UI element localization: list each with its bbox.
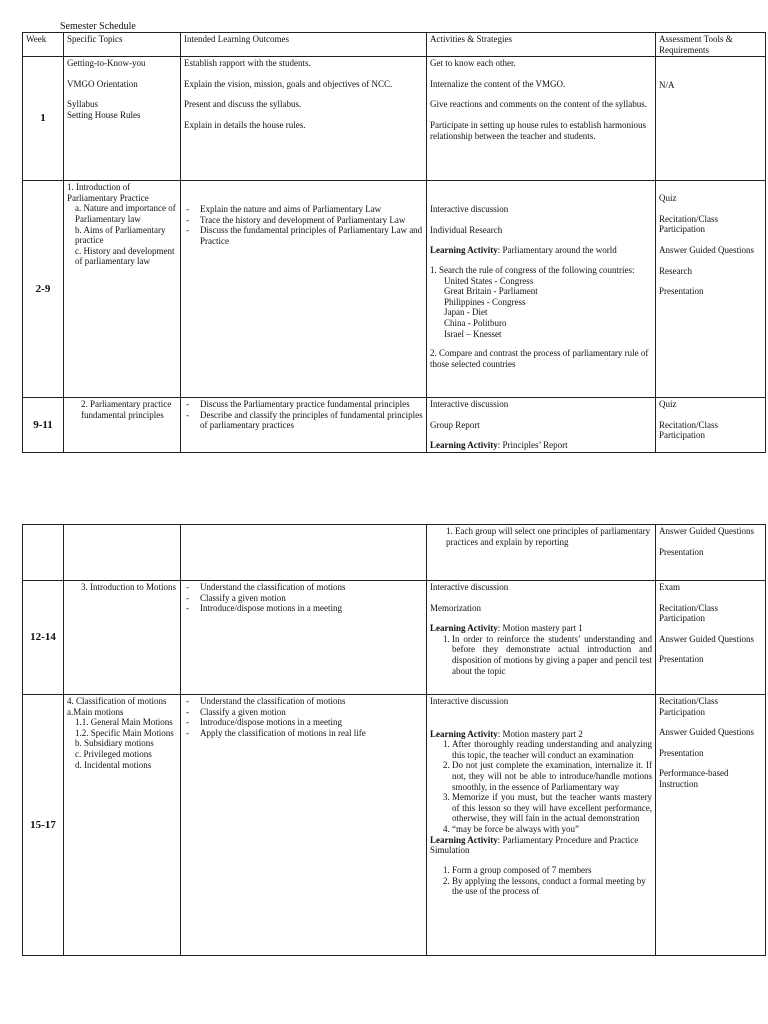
week-cell: 12-14 — [23, 581, 64, 695]
learning-activity-text: : Parliamentary around the world — [497, 245, 617, 256]
assessment-text: Presentation — [659, 747, 704, 758]
topics-cell — [64, 525, 181, 581]
country-item: Philippines - Congress — [444, 296, 526, 307]
table-row — [23, 398, 766, 453]
topic-text: Setting House Rules — [67, 110, 141, 121]
assessment-cell — [656, 398, 766, 453]
activity-step: 2. Do not just complete the examination, internalize it. If not, they will not be able to introduce/handle motions smoothly, in the essence of Parliamentary way — [452, 760, 652, 792]
activities-cell — [427, 525, 656, 581]
activity-text: Individual Research — [430, 224, 503, 235]
activity-text: Internalize the content of the VMGO. — [430, 78, 566, 89]
activities-cell — [427, 57, 656, 181]
topic-text: b. Subsidiary motions — [75, 738, 154, 749]
country-item: United States - Congress — [444, 275, 534, 286]
week-cell: 2-9 — [23, 181, 64, 398]
assessment-cell — [656, 525, 766, 581]
table-row — [23, 57, 766, 181]
assessment-text: Answer Guided Questions — [659, 727, 754, 738]
activity-text: Give reactions and comments on the content of the syllabus. — [430, 99, 647, 110]
activity-text: Get to know each other. — [430, 58, 516, 69]
table-row — [23, 525, 766, 581]
activity-step: 1. After thoroughly reading understanding and analyzing this topic, the teacher will conduct an examination — [452, 739, 652, 760]
topic-text: 2. Parliamentary practice fundamental principles — [81, 399, 172, 420]
topic-text: Syllabus — [67, 99, 99, 110]
assessment-text: Answer Guided Questions — [659, 633, 754, 644]
assessment-text: Research — [659, 265, 692, 276]
topic-text: 4. Classification of motions — [67, 696, 167, 706]
topics-cell — [64, 695, 181, 956]
assessment-text: Presentation — [659, 654, 704, 665]
country-item: China - Politburo — [444, 318, 507, 329]
topic-text: VMGO Orientation — [67, 78, 138, 89]
assessment-text: Exam — [659, 582, 680, 592]
activity-step: 1. Form a group composed of 7 members — [452, 865, 652, 876]
outcomes-cell — [181, 695, 427, 956]
table-row — [23, 181, 766, 398]
topic-text: 1.1. General Main Motions — [75, 717, 173, 728]
outcome-list — [184, 696, 423, 738]
activity-text: Participate in setting up house rules to establish harmonious relationship between the teacher and students. — [430, 120, 646, 141]
outcome-text: - Describe and classify the principles of fundamental principles of parliamentary practices — [184, 410, 423, 431]
outcome-text: - Classify a given motion — [184, 707, 423, 718]
topic-text: 1. Introduction of Parliamentary Practice — [67, 182, 149, 203]
outcomes-cell — [181, 398, 427, 453]
topic-text: a.Main motions — [67, 706, 124, 717]
assessment-text: Quiz — [659, 399, 677, 410]
learning-activity-label: Learning Activity — [430, 623, 498, 634]
topic-text: 1.2. Specific Main Motions — [75, 727, 174, 738]
learning-activity-label: Learning Activity — [430, 834, 498, 845]
assessment-text: Presentation — [659, 286, 704, 297]
outcome-text: - Trace the history and development of Parliamentary Law — [184, 215, 423, 226]
activity-step: 1. Each group will select one principles of parliamentary practices and explain by reporting — [446, 526, 651, 547]
outcome-text: - Introduce/dispose motions in a meeting — [184, 603, 423, 614]
activity-text: Interactive discussion — [430, 399, 509, 410]
topic-text: d. Incidental motions — [75, 759, 152, 770]
activities-cell — [427, 695, 656, 956]
outcomes-cell — [181, 581, 427, 695]
outcome-text: Explain the vision, mission, goals and objectives of NCC. — [184, 78, 393, 89]
outcome-text: - Understand the classification of motions — [184, 696, 423, 707]
activity-steps — [430, 634, 652, 676]
activity-steps — [430, 865, 652, 897]
outcome-text: - Introduce/dispose motions in a meeting — [184, 717, 423, 728]
topic-text: c. History and development of parliamentary law — [75, 245, 175, 267]
outcome-text: - Explain the nature and aims of Parliamentary Law — [184, 204, 423, 215]
learning-activity-label: Learning Activity — [430, 440, 498, 451]
topic-text: c. Privileged motions — [75, 749, 152, 760]
outcome-list — [184, 582, 423, 614]
assessment-text: Answer Guided Questions — [659, 245, 754, 256]
assessment-text: Recitation/Class Participation — [659, 419, 718, 441]
activities-cell — [427, 181, 656, 398]
assessment-cell — [656, 695, 766, 956]
learning-activity-text: : Motion mastery part 1 — [497, 623, 583, 634]
learning-activity-label: Learning Activity — [430, 728, 498, 739]
header-week: Week — [23, 33, 64, 57]
header-assessment: Assessment Tools & Requirements — [656, 33, 766, 57]
outcome-text: Explain in details the house rules. — [184, 120, 306, 131]
activity-step: 4. “may be force be always with you” — [452, 824, 652, 835]
assessment-text: N/A — [659, 80, 675, 91]
activity-text: Memorization — [430, 602, 481, 613]
activity-text: Interactive discussion — [430, 582, 509, 592]
learning-activity — [430, 729, 652, 740]
header-row — [23, 33, 766, 57]
learning-activity-label: Learning Activity — [430, 245, 498, 256]
assessment-cell — [656, 581, 766, 695]
topics-cell — [64, 181, 181, 398]
assessment-text: Quiz — [659, 193, 677, 204]
topics-cell — [64, 398, 181, 453]
activity-text: Group Report — [430, 419, 480, 430]
assessment-text: Recitation/Class Participation — [659, 696, 718, 717]
learning-activity — [430, 835, 652, 856]
topic-text: b. Aims of Parliamentary practice — [75, 224, 166, 246]
week-cell — [23, 525, 64, 581]
topic-text: 3. Introduction to Motions — [81, 582, 176, 592]
activity-step: 1. In order to reinforce the students’ understanding and before they demonstrate actual introduction and disposition of motions by giving a paper and pencil test about the topic — [452, 634, 652, 676]
table-row — [23, 695, 766, 956]
learning-activity — [430, 440, 652, 451]
learning-activity-text: : Principles’ Report — [497, 440, 568, 451]
outcome-text: Establish rapport with the students. — [184, 58, 311, 69]
learning-activity-text: : Motion mastery part 2 — [497, 728, 583, 739]
topic-text: a. Nature and importance of Parliamentary law — [75, 203, 176, 225]
assessment-text: Recitation/Class Participation — [659, 213, 718, 235]
outcome-text: - Apply the classification of motions in real life — [184, 728, 423, 739]
learning-activity — [430, 245, 652, 256]
outcomes-cell — [181, 525, 427, 581]
country-item: Great Britain - Parliament — [444, 286, 538, 297]
outcome-list — [184, 204, 423, 246]
activities-cell — [427, 398, 656, 453]
assessment-text: Presentation — [659, 546, 704, 557]
activity-step: 1. Search the rule of congress of the following countries: — [430, 265, 635, 276]
assessment-text: Answer Guided Questions — [659, 526, 754, 536]
header-outcomes: Intended Learning Outcomes — [181, 33, 427, 57]
topics-cell — [64, 57, 181, 181]
outcome-text: - Understand the classification of motions — [184, 582, 423, 593]
outcomes-cell — [181, 57, 427, 181]
assessment-text: Recitation/Class Participation — [659, 602, 718, 624]
assessment-text: Performance-based Instruction — [659, 768, 729, 790]
header-topics: Specific Topics — [64, 33, 181, 57]
week-cell: 15-17 — [23, 695, 64, 956]
outcome-list — [184, 399, 423, 431]
outcomes-cell — [181, 181, 427, 398]
document-caption: Semester Schedule — [60, 21, 136, 32]
outcome-text: Present and discuss the syllabus. — [184, 99, 302, 110]
outcome-text: - Discuss the fundamental principles of Parliamentary Law and Practice — [184, 225, 423, 246]
header-activities: Activities & Strategies — [427, 33, 656, 57]
activity-text: Interactive discussion — [430, 204, 509, 215]
table-row — [23, 581, 766, 695]
activity-step: 2. Compare and contrast the process of parliamentary rule of those selected countries — [430, 348, 649, 369]
topic-text: Getting-to-Know-you — [67, 58, 146, 69]
activity-step: 2. By applying the lessons, conduct a formal meeting by the use of the process of — [452, 876, 652, 897]
week-cell: 1 — [23, 57, 64, 181]
assessment-cell — [656, 57, 766, 181]
week-cell: 9-11 — [23, 398, 64, 453]
activity-steps — [430, 739, 652, 834]
activities-cell — [427, 581, 656, 695]
outcome-text: - Discuss the Parliamentary practice fundamental principles — [184, 399, 423, 410]
topics-cell — [64, 581, 181, 695]
outcome-text: - Classify a given motion — [184, 593, 423, 604]
country-item: Israel – Knesset — [444, 328, 502, 339]
country-item: Japan - Diet — [444, 307, 488, 318]
activity-text: Interactive discussion — [430, 696, 509, 706]
learning-activity — [430, 623, 652, 634]
schedule-table-top — [22, 32, 766, 453]
activity-step: 3. Memorize if you must, but the teacher wants mastery of this lesson so they will have excellent performance, otherwise, they will fain in the actual demonstration — [452, 792, 652, 824]
learning-activity-text: : Parliamentary Procedure and Practice Simulation — [430, 834, 639, 856]
schedule-table-bottom — [22, 524, 766, 956]
assessment-cell — [656, 181, 766, 398]
